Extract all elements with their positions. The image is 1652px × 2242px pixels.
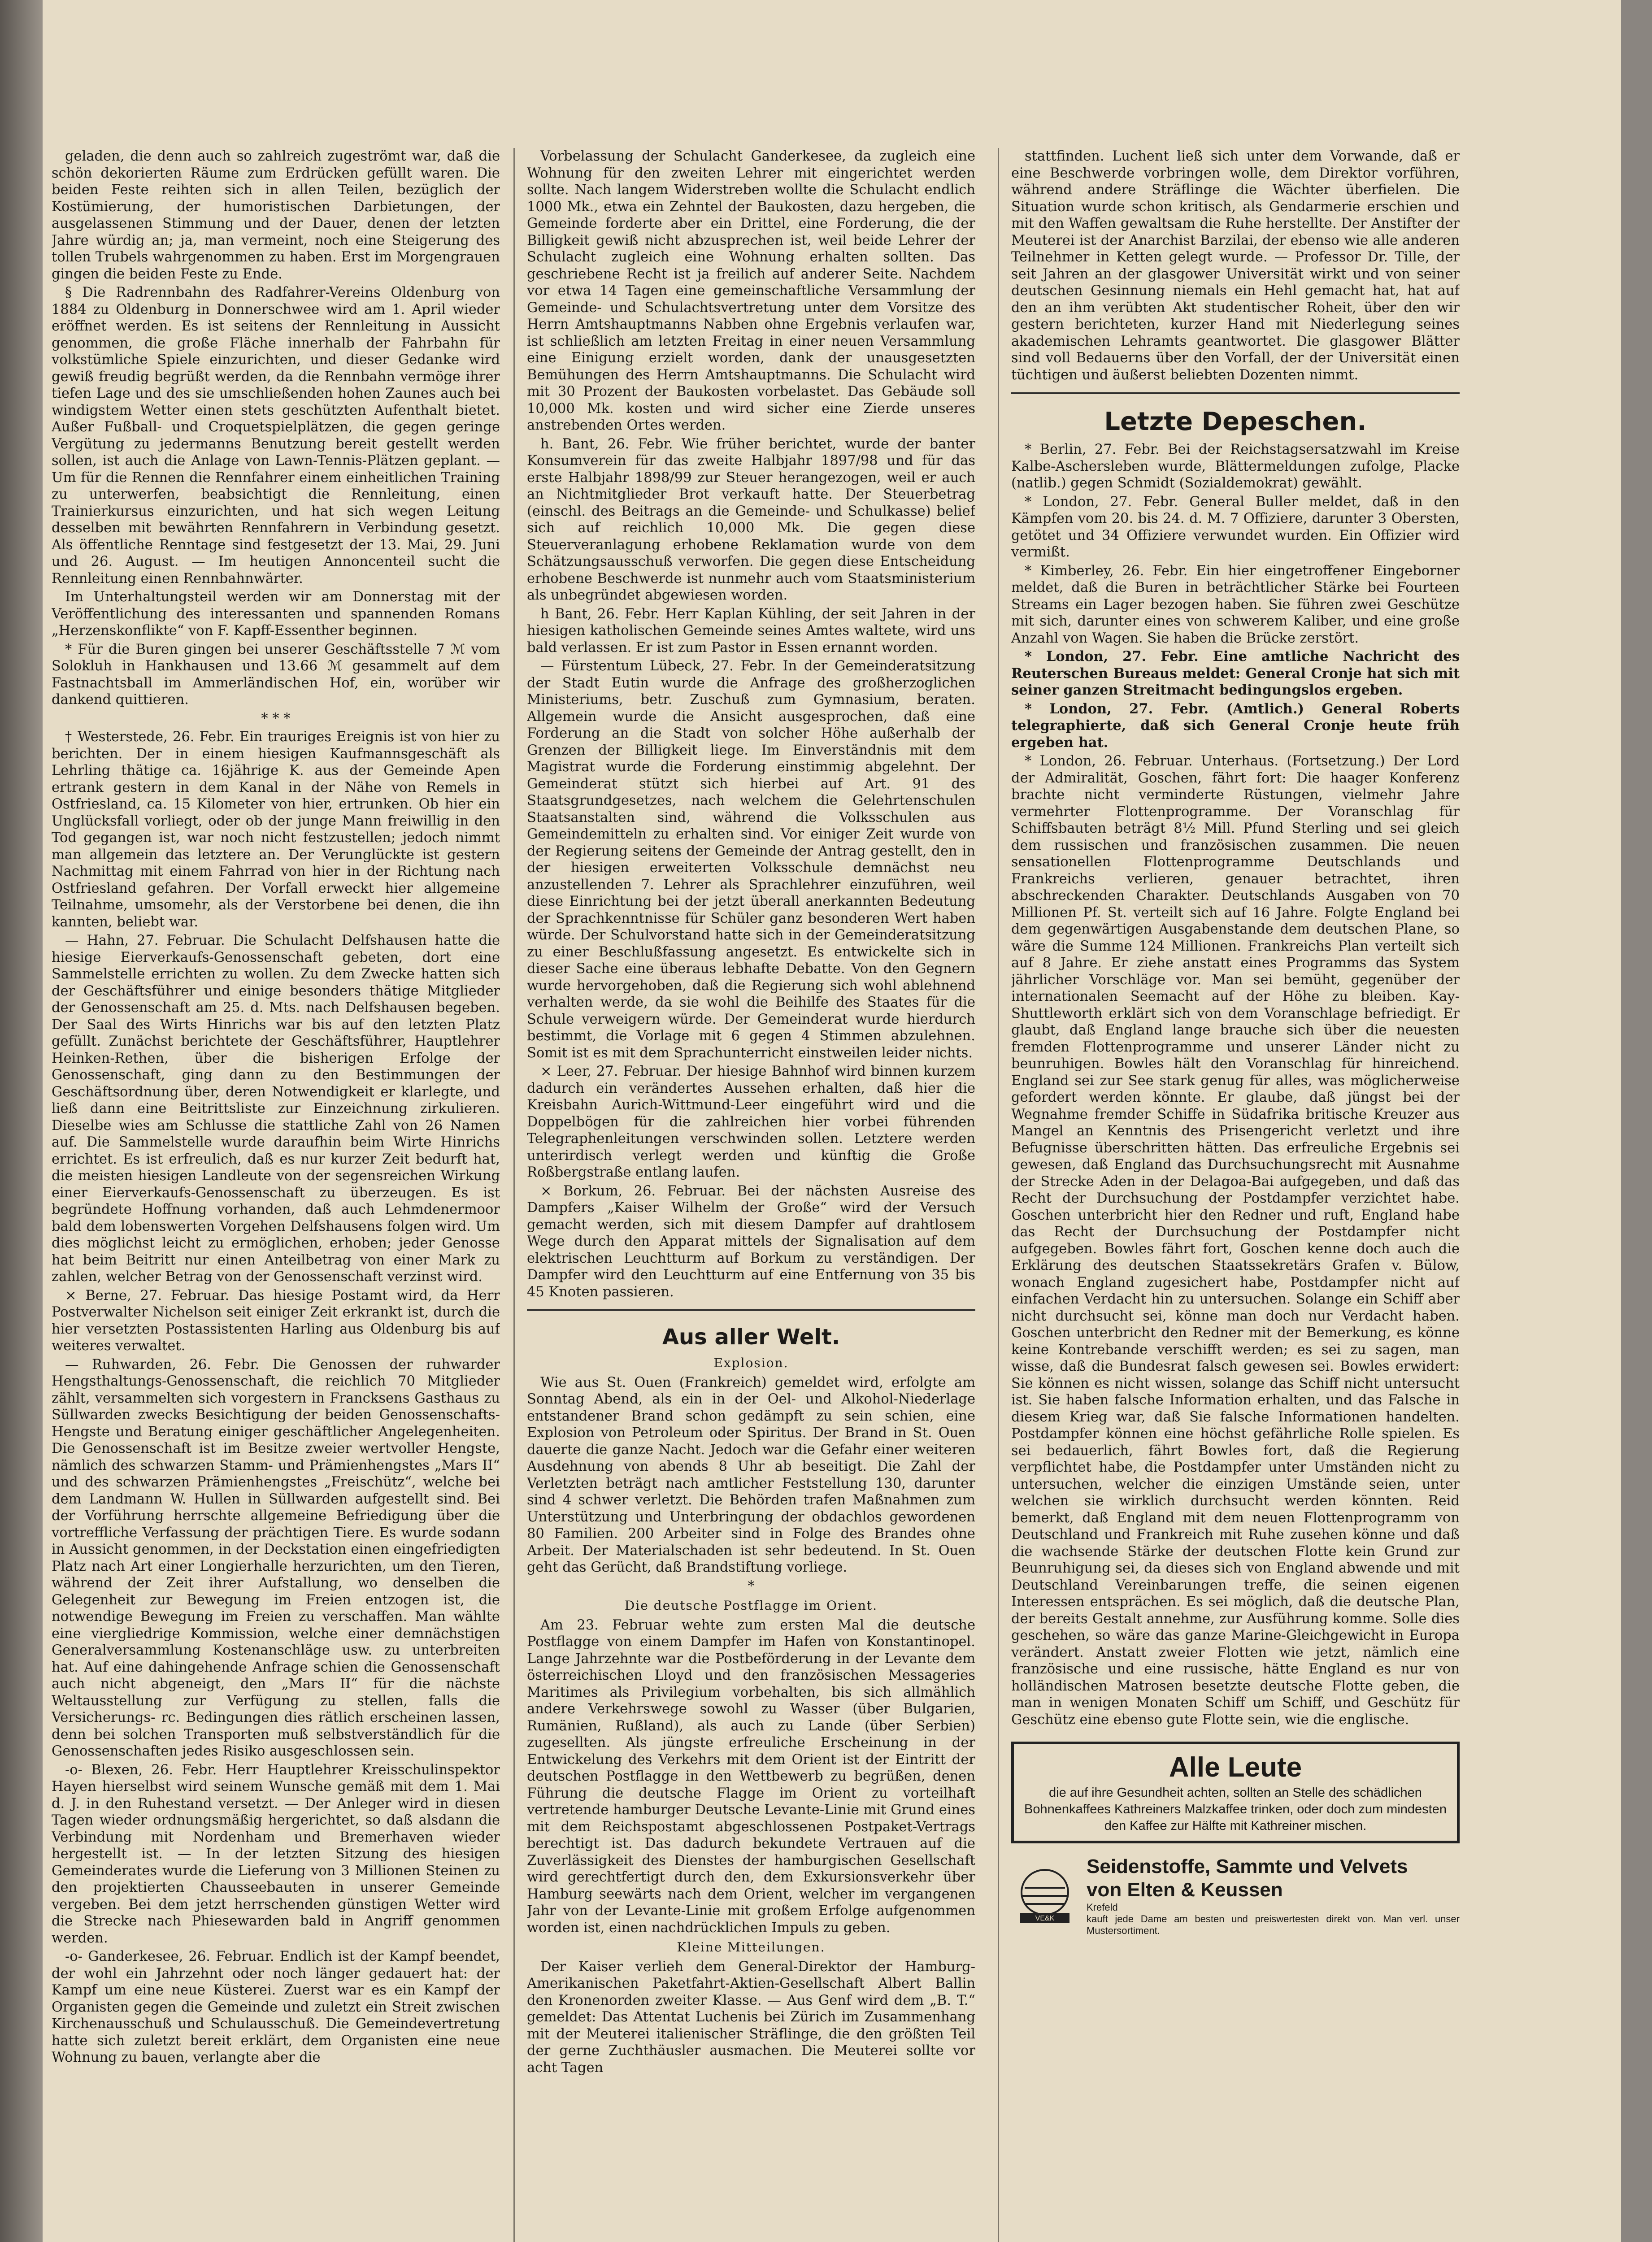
ad-body: die auf ihre Gesundheit achten, sollten an Stelle des schädlichen Bohnenkaffees Kathreiners Malzkaffee trinken, oder doch zum mindesten den Kaffee zur Hälfte mit Kathreiner mischen.: [1024, 1786, 1447, 1833]
article-paragraph: Im Unterhaltungsteil werden wir am Donnerstag mit der Veröffentlichung des interessanten und spannenden Romans „Herzenskonflikte“ von F. Kapff-Essenther beginnen.: [52, 589, 500, 639]
column-rule: [513, 148, 515, 2242]
article-paragraph: geladen, die denn auch so zahlreich zugeströmt war, daß die schön dekorierten Räume zum Erdrücken gefüllt waren. Die beiden Feste reihten sich in allen Teilen, bezüglich der Kostümierung, der humoristischen Darbietungen, der ausgelassenen Stimmung und der Dauer, denen der letzten Jahre würdig an; ja, man vermeint, noch eine Steigerung des tollen Trubels wahrgenommen zu haben. Erst im Morgengrauen gingen die beiden Feste zu Ende.: [52, 148, 500, 282]
subheading: Explosion.: [713, 1356, 789, 1370]
ad-line1: Seidenstoffe, Sammte und Velvets: [1087, 1855, 1408, 1877]
article-paragraph: † Westerstede, 26. Febr. Ein trauriges Ereignis ist von hier zu berichten. Der in einem hiesigen Kaufmannsgeschäft als Lehrling thätige ca. 16jährige K. aus der Gemeinde Apen ertrank gestern in dem Kanal in der Nähe von Remels in Ostfriesland, ca. 15 Kilometer von hier, ertrunken. Ob hier ein Unglücksfall vorliegt, oder ob der junge Mann freiwillig in den Tod gegangen ist, war noch nicht festzustellen; jedoch nimmt man allgemein das letztere an. Der Verunglückte ist gestern Nachmittag mit einem Fahrrad von hier in der Richtung nach Ostfriesland gefahren. Der Vorfall erweckt hier allgemeine Teilnahme, umsomehr, als der Verstorbene bei denen, die ihn kannten, beliebt war.: [52, 729, 500, 930]
logo-text: VE&K: [1035, 1915, 1055, 1922]
newspaper-page: [43, 0, 1621, 2242]
section-stars: *: [748, 1578, 755, 1594]
article-paragraph: × Borkum, 26. Februar. Bei der nächsten Ausreise des Dampfers „Kaiser Wilhelm der Große“ wird der Versuch gemacht werden, sich mit diesem Dampfer auf drahtlosem Wege durch den Apparat mittels der Signalisation auf dem elektrischen Leuchtturm auf Borkum zu verständigen. Der Dampfer wird den Leuchtturm auf eine Entfernung von 35 bis 45 Knoten passieren.: [527, 1183, 975, 1300]
column-rule: [998, 148, 999, 2242]
subheading: Kleine Mitteilungen.: [677, 1940, 826, 1955]
article-paragraph: * London, 27. Febr. General Buller meldet, daß in den Kämpfen vom 20. bis 24. d. M. 7 Offiziere, darunter 3 Obersten, getötet und 34 Offiziere verwundet wurden. Ein Offizier wird vermißt.: [1011, 494, 1460, 560]
article-paragraph: -o- Ganderkesee, 26. Februar. Endlich ist der Kampf beendet, der wohl ein Jahrzehnt oder noch länger gedauert hat: der Kampf um eine neue Küsterei. Zuerst war es ein Kampf der Organisten gegen die Gemeinde und zuletzt ein Streit zwischen Kirchenausschuß und Schulausschuß. Die Gemeindevertretung hatte sich zuletzt bereit erklärt, dem Organisten eine neue Wohnung zu bauen, verlangte aber die: [52, 1949, 500, 2065]
ad-title: Alle Leute: [1169, 1752, 1302, 1783]
ad-elten-keussen: [1011, 1855, 1460, 1937]
dispatch-paragraph: * London, 27. Febr. Eine amtliche Nachricht des Reuterschen Bureaus meldet: General Cronje hat sich mit seiner ganzen Streitmacht bedingungslos ergeben.: [1011, 648, 1460, 698]
section-separator: [527, 1309, 975, 1314]
article-paragraph: h Bant, 26. Febr. Herr Kaplan Kühling, der seit Jahren in der hiesigen katholischen Gemeinde seines Amtes waltete, wird uns bald verlassen. Er ist zum Pastor in Essen ernannt worden.: [527, 606, 975, 656]
article-paragraph: × Berne, 27. Februar. Das hiesige Postamt wird, da Herr Postverwalter Nichelson seit einiger Zeit erkrankt ist, durch die hier versetzten Postassistenten Harling aus Oldenburg bis auf weiteres verwaltet.: [52, 1287, 500, 1354]
article-paragraph: * Berlin, 27. Febr. Bei der Reichstagsersatzwahl im Kreise Kalbe-Aschersleben wurde, Blättermeldungen zufolge, Placke (natlib.) gegen Schmidt (Sozialdemokrat) gewählt.: [1011, 442, 1460, 491]
column-1: [52, 148, 500, 2242]
ad-line2: von Elten & Keussen: [1087, 1879, 1283, 1901]
article-paragraph: h. Bant, 26. Febr. Wie früher berichtet, wurde der banter Konsumverein für das zweite Halbjahr 1897/98 und für das erste Halbjahr 1898/99 zur Steuer herangezogen, weil er auch an Nichtmitglieder Brot verkauft hatte. Der Steuerbetrag (einschl. des Beitrags an die Gemeinde- und Schulkasse) belief sich auf reichlich 10,000 Mk. Die gegen diese Steuerveranlagung erhobene Reklamation wurde von dem Schätzungsausschuß verworfen. Die gegen diese Entscheidung erhobene Beschwerde ist nunmehr auch vom Staatsministerium als unbegründet abgewiesen worden.: [527, 436, 975, 603]
ad-elten-text: [1087, 1855, 1460, 1937]
article-paragraph: -o- Blexen, 26. Febr. Herr Hauptlehrer Kreisschulinspektor Hayen hierselbst wird seinem Wunsche gemäß mit dem 1. Mai d. J. in den Ruhestand versetzt. — Der Anleger wird in diesen Tagen wieder ordnungsmäßig hergerichtet, so daß alsdann die Verbindung mit Nordenham und Bremerhaven wieder hergestellt ist. — In der letzten Sitzung des hiesigen Gemeinderates wurde die Lieferung von 3 Millionen Steinen zu den projektierten Chausseebauten in unserer Gemeinde vergeben. Bei dem jetzt herrschenden günstigen Wetter wird die Strecke nach Phiesewarden bald in Angriff genommen werden.: [52, 1762, 500, 1946]
ad-note: kauft jede Dame am besten und preiswertesten direkt von. Man verl. unser Mustersortiment.: [1087, 1913, 1460, 1936]
ad-city: Krefeld: [1087, 1902, 1118, 1913]
article-paragraph: * London, 26. Februar. Unterhaus. (Fortsetzung.) Der Lord der Admiralität, Goschen, fährt fort: Die haager Konferenz brachte nicht verminderte Rüstungen, vielmehr Jahre vermehrter Flottenprogramme. Der Voranschlag für Schiffsbauten beträgt 8½ Mill. Pfund Sterling und sei gleich dem russischen und französischen zusammen. Die neuen sensationellen Flottenprogramme Deutschlands und Frankreichs verlieren, genauer betrachtet, ihren abschreckenden Charakter. Deutschlands Ausgaben von 70 Millionen Pf. St. verteilt sich auf 16 Jahre. Folgte England bei dem gegenwärtigen Ausgabenstande dem deutschen Plane, so wäre die Summe 124 Millionen. Frankreichs Plan verteilt sich auf 8 Jahre. Er ziehe anstatt eines Programms das System jährlicher Vorschläge vor. Man sei bemüht, gegenüber der internationalen Seemacht auf der Höhe zu bleiben. Kay-Shuttleworth erklärt sich von dem Voranschlage befriedigt. Er glaubt, daß England lange brauche sich über die neuesten fremden Flottenprogramme und unserer Länder nicht zu beunruhigen. Bowles hält den Voranschlag für hinreichend. England sei zur See stark genug für alles, was möglicherweise gefordert werden könnte. Er glaube, daß jüngst bei der Wegnahme fremder Schiffe in Südafrika britische Kreuzer aus Mangel an Kenntnis des Prisengericht verletzt und ihre Befugnisse überschritten hätten. Das erfreuliche Ergebnis sei gewesen, daß England das Durchsuchungsrecht mit Ausnahme der Strecke Aden in der Delagoa-Bai aufgegeben, und daß das Recht der Durchsuchung der Postdampfer verzichtet habe. Goschen unterbricht hier den Redner und ruft, England habe das Recht der Durchsuchung der Postdampfer nicht aufgegeben. Bowles fährt fort, Goschen kenne doch auch die Erklärung des deutschen Staatssekretärs Grafen v. Bülow, wonach England zugesichert habe, Postdampfer nicht auf einfachen Verdacht hin zu untersuchen. Solange ein Schiff aber nicht durchsucht sei, könne man doch nur Verdacht haben. Goschen unterbricht den Redner mit der Bemerkung, es könne keine Kontrebande verschifft werden; es sei zu sagen, man wisse, daß die Bundesrat falsch gewesen sei. Bowles erwidert: Sie können es nicht wissen, solange das Schiff nicht untersucht ist. Sie haben falsche Information erhalten, und das Falsche in diesem Krieg war, daß Sie falsche Informationen handelten. Postdampfer können eine höchst gefährliche Rolle spielen. Es sei bedauerlich, fährt Bowles fort, daß die Regierung verpflichtet habe, die Postdampfer unter Umständen nicht zu untersuchen, welcher die einzigen Umstände seien, unter welchen sie wirklich durchsucht werden könnten. Reid bemerkt, daß England mit dem neuen Flottenprogramm von Deutschland und Frankreich mit Ruhe zusehen könne und daß die wachsende Stärke der deutschen Flotte kein Grund zur Beunruhigung sei, da dieses sich von England abwende und mit Deutschland Vereinbarungen treffe, die seinen eigenen Interessen entsprächen. Es sei möglich, daß die deutsche Plan, der bereits Gestalt annehme, zur Ausführung komme. Solle dies geschehen, so wäre das ganze Marine-Gleichgewicht in Europa verändert. Anstatt zweier Flotten wie jetzt, nämlich eine französische und eine russische, hätte England es nur von holländischen Matrosen besetzte deutsche Flotte geben, die man in wenigen Monaten Schiff um Schiff, und Geschütz für Geschütz eine ebenso gute Flotte sein, wie die englische.: [1011, 753, 1460, 1728]
section-stars: * * *: [261, 710, 291, 726]
article-paragraph: Am 23. Februar wehte zum ersten Mal die deutsche Postflagge von einem Dampfer im Hafen von Konstantinopel. Lange Jahrzehnte war die Postbeförderung in der Levante dem österreichischen Lloyd und den französischen Messageries Maritimes als Privilegium vorbehalten, bis sich allmählich andere Verkehrswege sowohl zu Wasser (über Bulgarien, Rumänien, Rußland), als auch zu Lande (über Serbien) zugesellten. Als jüngste erfreuliche Erscheinung in der Entwickelung des Verkehrs mit dem Orient ist der Eintritt der deutschen Postflagge in den Wettbewerb zu begrüßen, denen Führung die deutsche Flagge im Orient zu vorteilhaft vertretende hamburger Deutsche Levante-Linie mit Grund eines mit dem Reichspostamt abgeschlossenen Postpaket-Vertrags berechtigt ist. Das dadurch bekundete Vertrauen auf die Zuverlässigkeit des Dienstes der hamburgischen Gesellschaft wird gerechtfertigt durch den, dem Exkursionsverkehr über Hamburg seewärts nach dem Orient, welcher im vergangenen Jahr von der Levante-Linie mit großem Erfolge aufgenommen worden ist, einen nachdrücklichen Impuls zu geben.: [527, 1617, 975, 1936]
beehive-logo-icon: [1011, 1864, 1078, 1927]
column-3: [1011, 148, 1460, 2242]
article-paragraph: stattfinden. Luchent ließ sich unter dem Vorwande, daß er eine Beschwerde vorbringen wolle, dem Direktor vorführen, während andere Sträflinge die Wächter überfielen. Die Situation wurde schon kritisch, als Gendarmerie erschien und mit den Waffen gewaltsam die Ruhe herstellte. Der Anstifter der Meuterei ist der Anarchist Barzilai, der ebenso wie alle anderen Teilnehmer in Ketten gelegt wurde. — Professor Dr. Tille, der seit Jahren an der glasgower Universität wirkt und von seiner deutschen Gesinnung niemals ein Hehl gemacht hat, hat auf den an ihm verübten Akt studentischer Roheit, über den wir gestern berichteten, kurzer Hand mit Niederlegung seines akademischen Lehramts geantwortet. Die glasgower Blätter sind voll Bedauerns über den Vorfall, der der Universität einen tüchtigen und äußerst beliebten Dozenten nimmt.: [1011, 148, 1460, 383]
article-paragraph: — Hahn, 27. Februar. Die Schulacht Delfshausen hatte die hiesige Eierverkaufs-Genossenschaft gebeten, dort eine Sammelstelle errichten zu wollen. Zu dem Zwecke hatten sich der Geschäftsführer und einige besonders thätige Mitglieder der Genossenschaft am 25. d. Mts. nach Delfshausen begeben. Der Saal des Wirts Hinrichs war bis auf den letzten Platz gefüllt. Zunächst berichtete der Geschäftsführer, Hauptlehrer Heinken-Rethen, über die bisherigen Erfolge der Genossenschaft, ging dann zu den Bestimmungen der Geschäftsordnung über, deren Notwendigkeit er klarlegte, und ließ dann eine Beitrittsliste zur Einzeichnung zirkulieren. Dieselbe wies am Schlusse die stattliche Zahl von 26 Namen auf. Die Sammelstelle wurde daraufhin beim Wirte Hinrichs errichtet. Es ist erfreulich, daß es nur kurzer Zeit bedurft hat, die meisten hiesigen Landleute von der segensreichen Wirkung einer Eierverkaufs-Genossenschaft zu überzeugen. Es ist begründete Hoffnung vorhanden, daß auch Lehmdenermoor bald dem lobenswerten Vorgehen Delfshausens folgen wird. Um dies möglichst leicht zu ermöglichen, erhoben; jeder Genosse hat beim Beitritt nur einen Anteilbetrag von einer Mark zu zahlen, welcher Betrag von der Genossenschaft verzinst wird.: [52, 933, 500, 1285]
article-paragraph: — Fürstentum Lübeck, 27. Febr. In der Gemeinderatsitzung der Stadt Eutin wurde die Anfrage des großherzoglichen Ministeriums, betr. Zuschuß zum Gymnasium, beraten. Allgemein wurde die Ansicht ausgesprochen, daß eine Forderung an die Stadt von solcher Höhe außerhalb der Grenzen der Billigkeit liege. Im Einverständnis mit dem Magistrat wurde die Forderung einstimmig abgelehnt. Der Gemeinderat stützt sich hierbei auf Art. 91 des Staatsgrundgesetzes, nach welchem die Gelehrtenschulen Staatsanstalten sind, während die Volksschulen aus Gemeindemitteln zu erhalten sind. Vor einiger Zeit wurde von der Regierung seitens der Gemeinde der Antrag gestellt, den in der hiesigen erweiterten Volksschule demnächst neu anzustellenden 7. Lehrer als Sprachlehrer einzuführen, weil diese Einrichtung bei der jetzt überall anerkannten Bedeutung der Sprachkenntnisse für Schüler ganz besonderen Wert haben würde. Der Schulvorstand hatte sich in der Gemeinderatsitzung zu einer Beschlußfassung angesetzt. Es entwickelte sich in dieser Sache eine überaus lebhafte Debatte. Von den Gegnern wurde hervorgehoben, daß die Regierung sich wohl ablehnend verhalten werde, da sie wohl die Beihilfe des Staates für die Schule verweigern würde. Der Gemeinderat wurde hierdurch bestimmt, die Vorlage mit 6 gegen 4 Stimmen abzulehnen. Somit ist es mit dem Sprachunterricht einstweilen leider nichts.: [527, 658, 975, 1061]
article-paragraph: Der Kaiser verlieh dem General-Direktor der Hamburg-Amerikanischen Paketfahrt-Aktien-Gesellschaft Albert Ballin den Kronenorden zweiter Klasse. — Aus Genf wird dem „B. T.“ gemeldet: Das Attentat Luchenis bei Zürich im Zusammenhang mit der Meuterei italienischer Sträflinge, die den größten Teil der gerne Zuchthäusler ausmachen. Die Meuterei sollte vor acht Tagen: [527, 1959, 975, 2076]
column-2: [527, 148, 975, 2242]
article-paragraph: * Kimberley, 26. Febr. Ein hier eingetroffener Eingeborner meldet, daß die Buren in beträchtlicher Stärke bei Fourteen Streams ein Lager bezogen haben. Sie führen zwei Geschütze mit sich, darunter eines von schwerem Kaliber, und eine große Anzahl von Wagen. Sie haben die Brücke zerstört.: [1011, 563, 1460, 646]
article-paragraph: — Ruhwarden, 26. Febr. Die Genossen der ruhwarder Hengsthaltungs-Genossenschaft, die reichlich 70 Mitglieder zählt, versammelten sich vorgestern in Francksens Gasthaus zu Süllwarden zwecks Besichtigung der beiden Genossenschafts-Hengste und Beratung einiger geschäftlicher Angelegenheiten. Die Genossenschaft ist im Besitze zweier wertvoller Hengste, nämlich des schwarzen Stamm- und Prämienhengstes „Mars II“ und des schwarzen Prämienhengstes „Freischütz“, welche bei dem Landmann W. Hullen in Süllwarden aufgestellt sind. Bei der Vorführung herrschte allgemeine Befriedigung über die vortreffliche Verfassung der prächtigen Tiere. Es wurde sodann in Aussicht genommen, in der Deckstation einen eingefriedigten Platz nach Art einer Longierhalle herzurichten, um den Tieren, während der Zeit ihrer Aufstallung, wo denselben die Gelegenheit zur Bewegung im Freien entzogen ist, die notwendige Bewegung im Freien zu verschaffen. Man wählte eine viergliedrige Kommission, welche einer demnächstigen Generalversammlung Kostenanschläge usw. zu unterbreiten hat. Auf eine dahingehende Anfrage schien die Genossenschaft auch nicht abgeneigt, den „Mars II“ für die nächste Weltausstellung zur Verfügung zu stellen, falls die Versicherungs- rc. Bedingungen dies rätlich erscheinen lassen, denn bei solchen Transporten muß selbstverständlich für die Genossenschaften jedes Risiko ausgeschlossen sein.: [52, 1356, 500, 1759]
article-paragraph: * Für die Buren gingen bei unserer Geschäftsstelle 7 ℳ vom Solokluh in Hankhausen und 13.66 ℳ gesammelt auf dem Fastnachtsball im Ammerländischen Hof, ein, worüber wir dankend quittieren.: [52, 641, 500, 708]
section-separator: [1011, 392, 1460, 397]
section-heading: Letzte Depeschen.: [1104, 407, 1367, 436]
ad-kathreiner: [1011, 1742, 1460, 1843]
article-paragraph: Wie aus St. Ouen (Frankreich) gemeldet wird, erfolgte am Sonntag Abend, als ein in der Oel- und Alkohol-Niederlage entstandener Brand schon gedämpft zu sein schien, eine Explosion von Petroleum oder Spiritus. Der Brand in St. Ouen dauerte die ganze Nacht. Jedoch war die Gefahr einer weiteren Ausdehnung von abends 8 Uhr ab beseitigt. Die Zahl der Verletzten beträgt nach amtlicher Feststellung 130, darunter sind 4 schwer verletzt. Die Behörden trafen Maßnahmen zum Unterstützung und Unterbringung der obdachlos gewordenen 80 Familien. 200 Arbeiter sind in Folge des Brandes ohne Arbeit. Der Materialschaden ist sehr bedeutend. In St. Ouen geht das Gerücht, daß Brandstiftung vorliege.: [527, 1374, 975, 1575]
article-paragraph: Vorbelassung der Schulacht Ganderkesee, da zugleich eine Wohnung für den zweiten Lehrer mit eingerichtet werden sollte. Nach langem Widerstreben wollte die Schulacht endlich 1000 Mk., etwa ein Zehntel der Baukosten, dazu hergeben, die Gemeinde forderte aber ein Drittel, eine Forderung, die der Billigkeit gewiß nicht abzusprechen ist, weil beide Lehrer der Schulacht zugleich eine Wohnung erhalten sollten. Das geschriebene Recht ist ja freilich auf anderer Seite. Nachdem vor etwa 14 Tagen eine gemeinschaftliche Versammlung der Gemeinde- und Schulachtsvertretung unter dem Vorsitze des Herrn Amtshauptmanns Nabben ohne Ergebnis verlaufen war, ist schließlich am letzten Freitag in einer neuen Versammlung eine Einigung erzielt worden, dank der unausgesetzten Bemühungen des Herrn Amtshauptmanns. Die Schulacht wird mit 30 Prozent der Baukosten vorbelastet. Das Gebäude soll 10,000 Mk. kosten und wird sicher eine Zierde unseres anstrebenden Ortes werden.: [527, 148, 975, 433]
section-heading: Aus aller Welt.: [662, 1325, 840, 1350]
dispatch-paragraph: * London, 27. Febr. (Amtlich.) General Roberts telegraphierte, daß sich General Cronje heute früh ergeben hat.: [1011, 700, 1460, 751]
article-paragraph: § Die Radrennbahn des Radfahrer-Vereins Oldenburg von 1884 zu Oldenburg in Donnerschwee wird am 1. April wieder eröffnet werden. Es ist seitens der Rennleitung in Aussicht genommen, die große Fläche innerhalb der Fahrbahn für volkstümliche Spiele einzurichten, und dieser Gedanke wird gewiß freudig begrüßt werden, da die Rennbahn vermöge ihrer tiefen Lage und des sie umschließenden hohen Zaunes auch bei windigstem Wetter einen stets geschützten Aufenthalt bietet. Außer Fußball- und Croquetspielplätzen, die gegen geringe Vergütung zu jedermanns Benutzung bereit gestellt werden sollen, ist auch die Anlage von Lawn-Tennis-Plätzen geplant. — Um für die Rennen die Rennfahrer einem einheitlichen Training zu unterwerfen, beabsichtigt die Rennleitung, einen Trainierkursus einzurichten, und hat sich wegen Leitung desselben mit bewährten Rennfahrern in Verbindung gesetzt. Als öffentliche Renntage sind festgesetzt der 13. Mai, 29. Juni und 26. August. — Im heutigen Annoncenteil sucht die Rennleitung einen Rennbahnwärter.: [52, 285, 500, 587]
subheading: Die deutsche Postflagge im Orient.: [624, 1598, 878, 1613]
book-gutter: [0, 0, 43, 2242]
article-paragraph: × Leer, 27. Februar. Der hiesige Bahnhof wird binnen kurzem dadurch ein verändertes Aussehen erhalten, daß hier die Kreisbahn Aurich-Wittmund-Leer eingeführt wird und die Doppelbögen für die zahlreichen hier vorbei führenden Telegraphenleitungen verschwinden sollen. Letztere werden unterirdisch verlegt werden und künftig die Große Roßbergstraße entlang laufen.: [527, 1064, 975, 1180]
